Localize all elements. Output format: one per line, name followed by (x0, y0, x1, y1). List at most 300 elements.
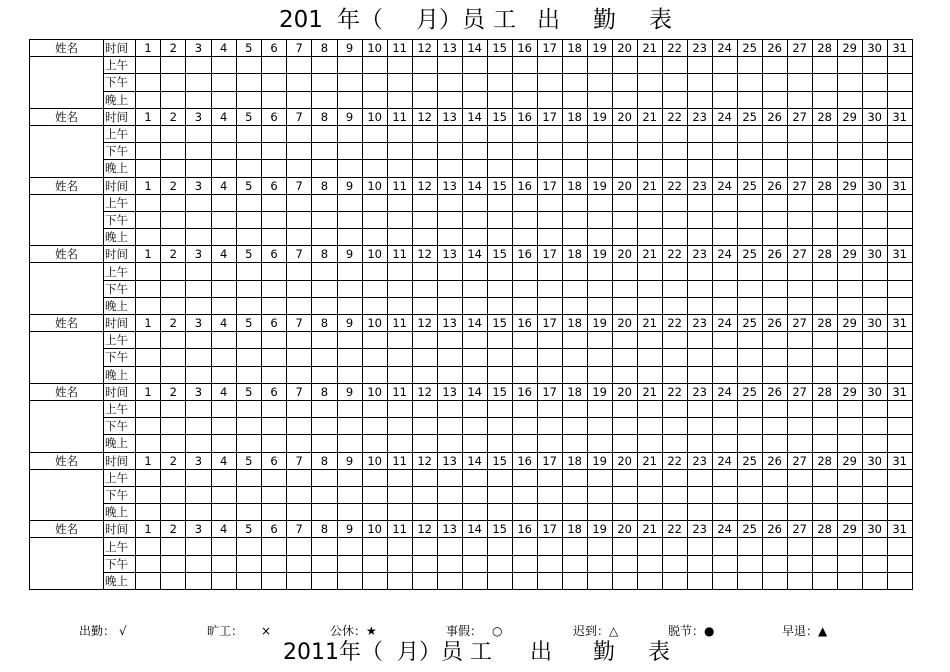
attendance-cell[interactable] (837, 160, 862, 177)
attendance-cell[interactable] (362, 366, 387, 383)
attendance-cell[interactable] (362, 280, 387, 297)
attendance-cell[interactable] (712, 469, 737, 486)
attendance-cell[interactable] (762, 572, 787, 589)
attendance-cell[interactable] (637, 194, 662, 211)
attendance-cell[interactable] (737, 418, 762, 435)
attendance-cell[interactable] (236, 486, 261, 503)
attendance-cell[interactable] (537, 280, 562, 297)
attendance-cell[interactable] (612, 160, 637, 177)
attendance-cell[interactable] (487, 297, 512, 314)
attendance-cell[interactable] (712, 297, 737, 314)
attendance-cell[interactable] (637, 486, 662, 503)
attendance-cell[interactable] (762, 435, 787, 452)
attendance-cell[interactable] (887, 125, 912, 142)
attendance-cell[interactable] (437, 418, 462, 435)
attendance-cell[interactable] (787, 229, 812, 246)
attendance-cell[interactable] (412, 143, 437, 160)
attendance-cell[interactable] (812, 366, 837, 383)
attendance-cell[interactable] (462, 211, 487, 228)
attendance-cell[interactable] (337, 211, 362, 228)
attendance-cell[interactable] (261, 366, 286, 383)
attendance-cell[interactable] (437, 74, 462, 91)
attendance-cell[interactable] (887, 194, 912, 211)
attendance-cell[interactable] (887, 418, 912, 435)
attendance-cell[interactable] (587, 572, 612, 589)
attendance-cell[interactable] (487, 504, 512, 521)
attendance-cell[interactable] (487, 555, 512, 572)
attendance-cell[interactable] (437, 332, 462, 349)
attendance-cell[interactable] (637, 349, 662, 366)
attendance-cell[interactable] (337, 91, 362, 108)
attendance-cell[interactable] (762, 160, 787, 177)
attendance-cell[interactable] (437, 263, 462, 280)
attendance-cell[interactable] (312, 486, 337, 503)
attendance-cell[interactable] (412, 91, 437, 108)
attendance-cell[interactable] (512, 504, 537, 521)
attendance-cell[interactable] (512, 366, 537, 383)
attendance-cell[interactable] (637, 469, 662, 486)
attendance-cell[interactable] (662, 469, 687, 486)
attendance-cell[interactable] (762, 504, 787, 521)
employee-name-cell[interactable] (30, 57, 104, 74)
attendance-cell[interactable] (487, 469, 512, 486)
attendance-cell[interactable] (236, 57, 261, 74)
attendance-cell[interactable] (787, 263, 812, 280)
attendance-cell[interactable] (712, 332, 737, 349)
attendance-cell[interactable] (337, 297, 362, 314)
attendance-cell[interactable] (211, 297, 236, 314)
attendance-cell[interactable] (662, 504, 687, 521)
attendance-cell[interactable] (887, 143, 912, 160)
attendance-cell[interactable] (562, 211, 587, 228)
attendance-cell[interactable] (161, 91, 186, 108)
attendance-cell[interactable] (186, 57, 211, 74)
attendance-cell[interactable] (712, 349, 737, 366)
attendance-cell[interactable] (312, 572, 337, 589)
attendance-cell[interactable] (562, 125, 587, 142)
attendance-cell[interactable] (587, 263, 612, 280)
attendance-cell[interactable] (862, 418, 887, 435)
attendance-cell[interactable] (186, 538, 211, 555)
attendance-cell[interactable] (837, 332, 862, 349)
attendance-cell[interactable] (362, 400, 387, 417)
attendance-cell[interactable] (161, 572, 186, 589)
attendance-cell[interactable] (362, 418, 387, 435)
attendance-cell[interactable] (236, 435, 261, 452)
attendance-cell[interactable] (186, 366, 211, 383)
attendance-cell[interactable] (687, 211, 712, 228)
attendance-cell[interactable] (762, 194, 787, 211)
attendance-cell[interactable] (587, 280, 612, 297)
attendance-cell[interactable] (812, 538, 837, 555)
attendance-cell[interactable] (687, 229, 712, 246)
attendance-cell[interactable] (287, 297, 312, 314)
attendance-cell[interactable] (211, 504, 236, 521)
attendance-cell[interactable] (437, 125, 462, 142)
attendance-cell[interactable] (762, 74, 787, 91)
attendance-cell[interactable] (587, 194, 612, 211)
attendance-cell[interactable] (837, 263, 862, 280)
attendance-cell[interactable] (812, 194, 837, 211)
attendance-cell[interactable] (487, 57, 512, 74)
attendance-cell[interactable] (837, 435, 862, 452)
attendance-cell[interactable] (512, 435, 537, 452)
attendance-cell[interactable] (862, 57, 887, 74)
attendance-cell[interactable] (337, 435, 362, 452)
attendance-cell[interactable] (287, 263, 312, 280)
attendance-cell[interactable] (512, 263, 537, 280)
attendance-cell[interactable] (537, 160, 562, 177)
attendance-cell[interactable] (312, 349, 337, 366)
attendance-cell[interactable] (712, 125, 737, 142)
attendance-cell[interactable] (662, 143, 687, 160)
attendance-cell[interactable] (712, 143, 737, 160)
attendance-cell[interactable] (487, 538, 512, 555)
attendance-cell[interactable] (737, 91, 762, 108)
employee-name-cell[interactable] (30, 91, 104, 108)
attendance-cell[interactable] (687, 435, 712, 452)
attendance-cell[interactable] (186, 160, 211, 177)
attendance-cell[interactable] (687, 400, 712, 417)
attendance-cell[interactable] (362, 211, 387, 228)
attendance-cell[interactable] (462, 332, 487, 349)
attendance-cell[interactable] (687, 194, 712, 211)
attendance-cell[interactable] (236, 229, 261, 246)
attendance-cell[interactable] (211, 229, 236, 246)
attendance-cell[interactable] (662, 332, 687, 349)
attendance-cell[interactable] (637, 160, 662, 177)
employee-name-cell[interactable] (30, 366, 104, 383)
attendance-cell[interactable] (387, 91, 412, 108)
attendance-cell[interactable] (236, 349, 261, 366)
attendance-cell[interactable] (587, 332, 612, 349)
attendance-cell[interactable] (136, 143, 161, 160)
attendance-cell[interactable] (837, 486, 862, 503)
attendance-cell[interactable] (462, 469, 487, 486)
attendance-cell[interactable] (587, 504, 612, 521)
attendance-cell[interactable] (261, 555, 286, 572)
attendance-cell[interactable] (186, 572, 211, 589)
attendance-cell[interactable] (612, 211, 637, 228)
attendance-cell[interactable] (387, 504, 412, 521)
attendance-cell[interactable] (537, 91, 562, 108)
attendance-cell[interactable] (337, 486, 362, 503)
attendance-cell[interactable] (762, 400, 787, 417)
attendance-cell[interactable] (887, 297, 912, 314)
attendance-cell[interactable] (862, 229, 887, 246)
attendance-cell[interactable] (737, 194, 762, 211)
attendance-cell[interactable] (837, 504, 862, 521)
attendance-cell[interactable] (462, 229, 487, 246)
attendance-cell[interactable] (687, 349, 712, 366)
attendance-cell[interactable] (587, 435, 612, 452)
attendance-cell[interactable] (261, 57, 286, 74)
attendance-cell[interactable] (287, 486, 312, 503)
attendance-cell[interactable] (862, 504, 887, 521)
attendance-cell[interactable] (462, 435, 487, 452)
attendance-cell[interactable] (136, 211, 161, 228)
employee-name-cell[interactable] (30, 263, 104, 280)
attendance-cell[interactable] (136, 435, 161, 452)
attendance-cell[interactable] (612, 91, 637, 108)
attendance-cell[interactable] (612, 504, 637, 521)
attendance-cell[interactable] (387, 263, 412, 280)
attendance-cell[interactable] (412, 297, 437, 314)
attendance-cell[interactable] (487, 332, 512, 349)
attendance-cell[interactable] (812, 125, 837, 142)
attendance-cell[interactable] (412, 194, 437, 211)
attendance-cell[interactable] (587, 349, 612, 366)
attendance-cell[interactable] (662, 435, 687, 452)
attendance-cell[interactable] (637, 125, 662, 142)
attendance-cell[interactable] (687, 160, 712, 177)
attendance-cell[interactable] (337, 538, 362, 555)
attendance-cell[interactable] (512, 297, 537, 314)
attendance-cell[interactable] (437, 57, 462, 74)
attendance-cell[interactable] (437, 280, 462, 297)
attendance-cell[interactable] (362, 125, 387, 142)
attendance-cell[interactable] (562, 57, 587, 74)
attendance-cell[interactable] (587, 400, 612, 417)
attendance-cell[interactable] (612, 366, 637, 383)
attendance-cell[interactable] (312, 332, 337, 349)
attendance-cell[interactable] (261, 160, 286, 177)
attendance-cell[interactable] (787, 504, 812, 521)
attendance-cell[interactable] (161, 332, 186, 349)
attendance-cell[interactable] (612, 572, 637, 589)
attendance-cell[interactable] (612, 555, 637, 572)
attendance-cell[interactable] (687, 280, 712, 297)
attendance-cell[interactable] (587, 125, 612, 142)
attendance-cell[interactable] (462, 504, 487, 521)
attendance-cell[interactable] (161, 435, 186, 452)
attendance-cell[interactable] (312, 280, 337, 297)
attendance-cell[interactable] (837, 366, 862, 383)
attendance-cell[interactable] (812, 504, 837, 521)
attendance-cell[interactable] (712, 555, 737, 572)
attendance-cell[interactable] (587, 229, 612, 246)
attendance-cell[interactable] (136, 297, 161, 314)
attendance-cell[interactable] (287, 194, 312, 211)
attendance-cell[interactable] (387, 194, 412, 211)
attendance-cell[interactable] (312, 57, 337, 74)
attendance-cell[interactable] (862, 572, 887, 589)
attendance-cell[interactable] (887, 349, 912, 366)
attendance-cell[interactable] (287, 211, 312, 228)
attendance-cell[interactable] (287, 57, 312, 74)
attendance-cell[interactable] (287, 366, 312, 383)
attendance-cell[interactable] (537, 572, 562, 589)
attendance-cell[interactable] (737, 297, 762, 314)
attendance-cell[interactable] (887, 572, 912, 589)
attendance-cell[interactable] (537, 74, 562, 91)
attendance-cell[interactable] (236, 194, 261, 211)
attendance-cell[interactable] (512, 125, 537, 142)
attendance-cell[interactable] (812, 435, 837, 452)
attendance-cell[interactable] (211, 280, 236, 297)
attendance-cell[interactable] (362, 504, 387, 521)
attendance-cell[interactable] (186, 74, 211, 91)
attendance-cell[interactable] (512, 91, 537, 108)
attendance-cell[interactable] (186, 125, 211, 142)
attendance-cell[interactable] (637, 229, 662, 246)
attendance-cell[interactable] (887, 486, 912, 503)
attendance-cell[interactable] (211, 263, 236, 280)
attendance-cell[interactable] (637, 435, 662, 452)
attendance-cell[interactable] (161, 143, 186, 160)
attendance-cell[interactable] (337, 74, 362, 91)
attendance-cell[interactable] (337, 57, 362, 74)
attendance-cell[interactable] (161, 366, 186, 383)
attendance-cell[interactable] (136, 538, 161, 555)
attendance-cell[interactable] (362, 435, 387, 452)
attendance-cell[interactable] (261, 211, 286, 228)
attendance-cell[interactable] (462, 91, 487, 108)
attendance-cell[interactable] (512, 349, 537, 366)
attendance-cell[interactable] (862, 366, 887, 383)
attendance-cell[interactable] (612, 74, 637, 91)
attendance-cell[interactable] (587, 366, 612, 383)
attendance-cell[interactable] (762, 143, 787, 160)
attendance-cell[interactable] (487, 400, 512, 417)
attendance-cell[interactable] (362, 160, 387, 177)
attendance-cell[interactable] (662, 349, 687, 366)
attendance-cell[interactable] (387, 400, 412, 417)
attendance-cell[interactable] (261, 125, 286, 142)
attendance-cell[interactable] (637, 555, 662, 572)
attendance-cell[interactable] (136, 194, 161, 211)
attendance-cell[interactable] (762, 486, 787, 503)
attendance-cell[interactable] (787, 572, 812, 589)
attendance-cell[interactable] (862, 160, 887, 177)
attendance-cell[interactable] (161, 280, 186, 297)
attendance-cell[interactable] (136, 504, 161, 521)
attendance-cell[interactable] (136, 486, 161, 503)
attendance-cell[interactable] (562, 280, 587, 297)
employee-name-cell[interactable] (30, 143, 104, 160)
attendance-cell[interactable] (762, 280, 787, 297)
attendance-cell[interactable] (136, 469, 161, 486)
attendance-cell[interactable] (612, 486, 637, 503)
attendance-cell[interactable] (687, 572, 712, 589)
attendance-cell[interactable] (287, 418, 312, 435)
attendance-cell[interactable] (412, 332, 437, 349)
attendance-cell[interactable] (387, 57, 412, 74)
attendance-cell[interactable] (236, 572, 261, 589)
attendance-cell[interactable] (837, 194, 862, 211)
attendance-cell[interactable] (887, 332, 912, 349)
attendance-cell[interactable] (337, 263, 362, 280)
attendance-cell[interactable] (362, 572, 387, 589)
attendance-cell[interactable] (261, 572, 286, 589)
attendance-cell[interactable] (787, 194, 812, 211)
attendance-cell[interactable] (312, 125, 337, 142)
attendance-cell[interactable] (687, 469, 712, 486)
attendance-cell[interactable] (261, 91, 286, 108)
attendance-cell[interactable] (612, 280, 637, 297)
attendance-cell[interactable] (362, 194, 387, 211)
attendance-cell[interactable] (812, 280, 837, 297)
attendance-cell[interactable] (287, 538, 312, 555)
attendance-cell[interactable] (362, 91, 387, 108)
attendance-cell[interactable] (412, 418, 437, 435)
attendance-cell[interactable] (662, 211, 687, 228)
attendance-cell[interactable] (387, 538, 412, 555)
attendance-cell[interactable] (612, 297, 637, 314)
attendance-cell[interactable] (562, 435, 587, 452)
attendance-cell[interactable] (487, 418, 512, 435)
attendance-cell[interactable] (236, 297, 261, 314)
attendance-cell[interactable] (687, 143, 712, 160)
attendance-cell[interactable] (236, 143, 261, 160)
attendance-cell[interactable] (562, 572, 587, 589)
attendance-cell[interactable] (211, 400, 236, 417)
attendance-cell[interactable] (161, 263, 186, 280)
attendance-cell[interactable] (612, 349, 637, 366)
attendance-cell[interactable] (211, 143, 236, 160)
attendance-cell[interactable] (136, 349, 161, 366)
attendance-cell[interactable] (136, 572, 161, 589)
attendance-cell[interactable] (362, 469, 387, 486)
employee-name-cell[interactable] (30, 211, 104, 228)
attendance-cell[interactable] (261, 297, 286, 314)
attendance-cell[interactable] (337, 332, 362, 349)
attendance-cell[interactable] (337, 572, 362, 589)
attendance-cell[interactable] (437, 211, 462, 228)
attendance-cell[interactable] (837, 538, 862, 555)
attendance-cell[interactable] (462, 57, 487, 74)
attendance-cell[interactable] (161, 538, 186, 555)
attendance-cell[interactable] (737, 143, 762, 160)
attendance-cell[interactable] (387, 125, 412, 142)
attendance-cell[interactable] (387, 349, 412, 366)
attendance-cell[interactable] (612, 57, 637, 74)
attendance-cell[interactable] (837, 57, 862, 74)
attendance-cell[interactable] (837, 229, 862, 246)
attendance-cell[interactable] (737, 280, 762, 297)
attendance-cell[interactable] (887, 400, 912, 417)
attendance-cell[interactable] (337, 366, 362, 383)
attendance-cell[interactable] (287, 469, 312, 486)
attendance-cell[interactable] (887, 57, 912, 74)
attendance-cell[interactable] (512, 469, 537, 486)
attendance-cell[interactable] (712, 74, 737, 91)
attendance-cell[interactable] (362, 349, 387, 366)
attendance-cell[interactable] (812, 572, 837, 589)
attendance-cell[interactable] (862, 74, 887, 91)
attendance-cell[interactable] (211, 435, 236, 452)
attendance-cell[interactable] (261, 469, 286, 486)
attendance-cell[interactable] (662, 297, 687, 314)
attendance-cell[interactable] (487, 435, 512, 452)
employee-name-cell[interactable] (30, 297, 104, 314)
attendance-cell[interactable] (812, 555, 837, 572)
attendance-cell[interactable] (261, 400, 286, 417)
attendance-cell[interactable] (186, 349, 211, 366)
attendance-cell[interactable] (236, 504, 261, 521)
attendance-cell[interactable] (487, 160, 512, 177)
attendance-cell[interactable] (312, 555, 337, 572)
attendance-cell[interactable] (737, 229, 762, 246)
attendance-cell[interactable] (487, 229, 512, 246)
attendance-cell[interactable] (812, 418, 837, 435)
attendance-cell[interactable] (537, 538, 562, 555)
attendance-cell[interactable] (462, 74, 487, 91)
attendance-cell[interactable] (211, 57, 236, 74)
attendance-cell[interactable] (537, 469, 562, 486)
attendance-cell[interactable] (737, 400, 762, 417)
attendance-cell[interactable] (437, 504, 462, 521)
